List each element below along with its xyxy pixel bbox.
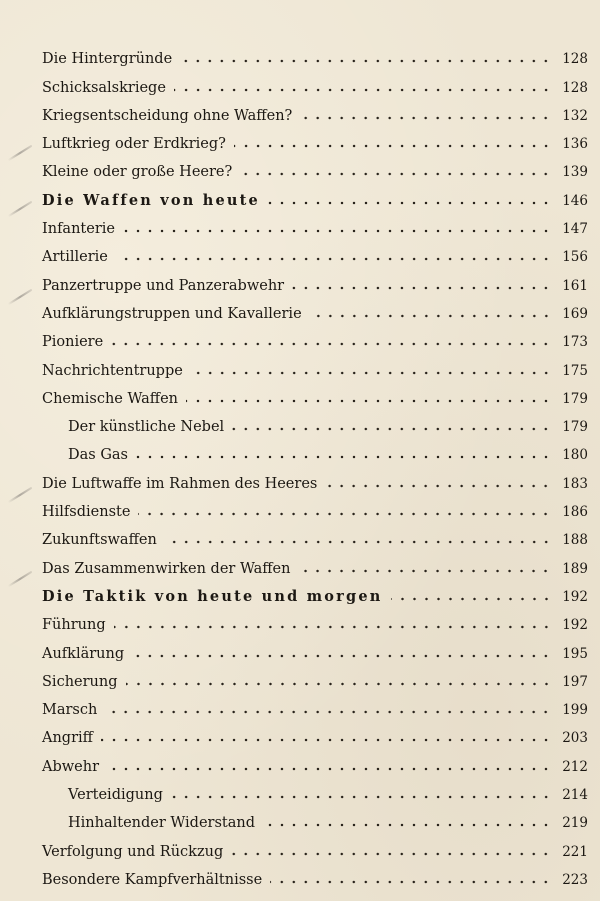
pencil-mark bbox=[8, 571, 33, 588]
pencil-mark bbox=[8, 289, 33, 306]
dot-leader bbox=[114, 625, 552, 629]
toc-entry bbox=[42, 125, 588, 153]
toc-entry bbox=[42, 578, 588, 606]
toc-entry-page-number: 128 bbox=[562, 51, 588, 68]
toc-entry bbox=[42, 68, 588, 96]
toc-entry bbox=[42, 691, 588, 719]
toc-entry bbox=[42, 464, 588, 492]
dot-leader bbox=[180, 59, 552, 63]
toc-entry bbox=[42, 804, 588, 832]
toc-entry-title: Angriff bbox=[42, 730, 93, 747]
toc-entry bbox=[42, 776, 588, 804]
toc-entry-title: Verfolgung und Rückzug bbox=[42, 843, 224, 860]
dot-leader bbox=[270, 880, 552, 884]
toc-entry-title: Abwehr bbox=[42, 758, 100, 775]
toc-entry-title: Zukunftswaffen bbox=[42, 532, 157, 549]
dot-leader bbox=[174, 88, 552, 92]
toc-entry bbox=[42, 747, 588, 775]
toc-entry-page-number: 175 bbox=[562, 362, 588, 379]
toc-entry-title: Die Hintergründe bbox=[42, 51, 173, 68]
dot-leader bbox=[234, 144, 552, 148]
toc-entry-page-number: 169 bbox=[562, 305, 588, 322]
toc-entry bbox=[42, 436, 588, 464]
toc-entry-page-number: 146 bbox=[562, 192, 588, 209]
toc-entry-title: Der künstliche Nebel bbox=[68, 419, 225, 436]
toc-entry-page-number: 183 bbox=[562, 475, 588, 492]
toc-entry bbox=[42, 181, 588, 209]
toc-entry bbox=[42, 153, 588, 181]
toc-entry-page-number: 173 bbox=[562, 334, 588, 351]
toc-entry-title: Verteidigung bbox=[68, 787, 163, 804]
toc-entry-page-number: 180 bbox=[562, 447, 588, 464]
toc-entry-title: Kriegsentscheidung ohne Waffen? bbox=[42, 107, 293, 124]
toc-entry-title: Die Waffen von heute bbox=[42, 191, 260, 209]
toc-entry bbox=[42, 323, 588, 351]
toc-entry bbox=[42, 493, 588, 521]
toc-entry-title: Chemische Waffen bbox=[42, 390, 179, 407]
toc-entry-page-number: 203 bbox=[562, 730, 588, 747]
toc-entry bbox=[42, 380, 588, 408]
toc-entry-page-number: 132 bbox=[562, 107, 588, 124]
toc-entry-title: Pioniere bbox=[42, 334, 104, 351]
dot-leader bbox=[136, 455, 552, 459]
toc-entry bbox=[42, 295, 588, 323]
toc-entry-page-number: 188 bbox=[562, 532, 588, 549]
toc-entry-title: Luftkrieg oder Erdkrieg? bbox=[42, 136, 226, 153]
toc-entry-page-number: 195 bbox=[562, 645, 588, 662]
toc-entry-page-number: 192 bbox=[562, 617, 588, 634]
dot-leader bbox=[186, 399, 552, 403]
dot-leader bbox=[107, 767, 552, 771]
dot-leader bbox=[300, 116, 552, 120]
toc-entry-title: Die Luftwaffe im Rahmen des Heeres bbox=[42, 475, 318, 492]
toc-entry bbox=[42, 549, 588, 577]
dot-leader bbox=[101, 738, 552, 742]
toc-entry-title: Schicksalskriege bbox=[42, 79, 166, 96]
toc-entry bbox=[42, 719, 588, 747]
dot-leader bbox=[298, 569, 552, 573]
toc-entry-page-number: 192 bbox=[562, 588, 588, 605]
toc-entry bbox=[42, 606, 588, 634]
dot-leader bbox=[105, 710, 552, 714]
dot-leader bbox=[232, 427, 552, 431]
toc-entry-page-number: 214 bbox=[562, 787, 588, 804]
dot-leader bbox=[132, 654, 552, 658]
toc-entry-title: Die Taktik von heute und morgen bbox=[42, 587, 383, 605]
pencil-mark bbox=[8, 487, 33, 504]
toc-entry bbox=[42, 832, 588, 860]
toc-entry-page-number: 147 bbox=[562, 221, 588, 238]
toc-entry-title: Aufklärung bbox=[42, 645, 125, 662]
toc-entry bbox=[42, 408, 588, 436]
toc-entry bbox=[42, 210, 588, 238]
toc-entry-page-number: 179 bbox=[562, 419, 588, 436]
toc-entry-title: Das Zusammenwirken der Waffen bbox=[42, 560, 291, 577]
toc-entry-page-number: 197 bbox=[562, 673, 588, 690]
toc-entry bbox=[42, 521, 588, 549]
toc-entry-page-number: 189 bbox=[562, 560, 588, 577]
pencil-mark bbox=[8, 145, 33, 162]
dot-leader bbox=[310, 314, 552, 318]
toc-entry-title: Kleine oder große Heere? bbox=[42, 164, 233, 181]
dot-leader bbox=[171, 795, 552, 799]
toc-entry bbox=[42, 238, 588, 266]
toc-entry-title: Das Gas bbox=[68, 447, 128, 464]
toc-entry-title: Artillerie bbox=[42, 249, 108, 266]
toc-entry-title: Panzertruppe und Panzerabwehr bbox=[42, 277, 285, 294]
toc-entry-title: Nachrichtentruppe bbox=[42, 362, 183, 379]
toc-entry-title: Führung bbox=[42, 617, 106, 634]
toc-entry-title: Aufklärungstruppen und Kavallerie bbox=[42, 305, 302, 322]
toc-entry-page-number: 128 bbox=[562, 79, 588, 96]
dot-leader bbox=[111, 342, 552, 346]
toc-entry-page-number: 219 bbox=[562, 815, 588, 832]
toc-entry bbox=[42, 634, 588, 662]
toc-entry-title: Marsch bbox=[42, 702, 98, 719]
pencil-mark bbox=[8, 201, 33, 218]
table-of-contents bbox=[42, 40, 588, 889]
toc-entry-title: Hilfsdienste bbox=[42, 504, 131, 521]
dot-leader bbox=[191, 371, 552, 375]
toc-entry-page-number: 179 bbox=[562, 390, 588, 407]
toc-entry-page-number: 221 bbox=[562, 843, 588, 860]
dot-leader bbox=[231, 852, 552, 856]
toc-entry-page-number: 199 bbox=[562, 702, 588, 719]
dot-leader bbox=[165, 540, 552, 544]
toc-entry bbox=[42, 40, 588, 68]
toc-entry bbox=[42, 97, 588, 125]
toc-entry-page-number: 186 bbox=[562, 504, 588, 521]
dot-leader bbox=[292, 286, 552, 290]
dot-leader bbox=[263, 823, 552, 827]
dot-leader bbox=[391, 597, 553, 601]
dot-leader bbox=[126, 682, 552, 686]
dot-leader bbox=[240, 172, 552, 176]
toc-entry-page-number: 156 bbox=[562, 249, 588, 266]
dot-leader bbox=[268, 201, 552, 205]
toc-entry-title: Hinhaltender Widerstand bbox=[68, 815, 256, 832]
dot-leader bbox=[325, 484, 552, 488]
toc-entry bbox=[42, 351, 588, 379]
toc-entry-title: Infanterie bbox=[42, 221, 115, 238]
dot-leader bbox=[116, 257, 552, 261]
toc-entry-page-number: 161 bbox=[562, 277, 588, 294]
dot-leader bbox=[138, 512, 552, 516]
toc-entry bbox=[42, 861, 588, 889]
toc-entry-title: Besondere Kampfverhältnisse bbox=[42, 871, 263, 888]
toc-entry-title: Sicherung bbox=[42, 673, 118, 690]
toc-entry bbox=[42, 266, 588, 294]
toc-entry-page-number: 136 bbox=[562, 136, 588, 153]
toc-entry bbox=[42, 663, 588, 691]
dot-leader bbox=[123, 229, 552, 233]
toc-entry-page-number: 212 bbox=[562, 758, 588, 775]
toc-entry-page-number: 223 bbox=[562, 871, 588, 888]
toc-entry-page-number: 139 bbox=[562, 164, 588, 181]
